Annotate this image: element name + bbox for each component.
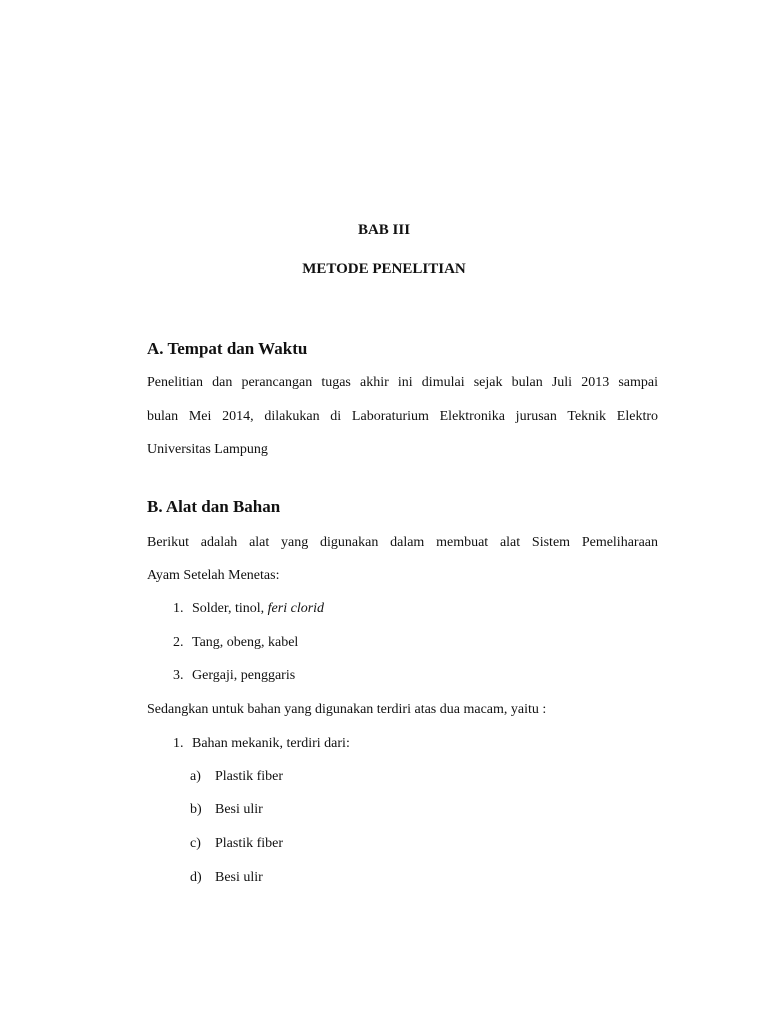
list-marker: 2. [173,635,184,650]
mechanical-item-text: Plastik fiber [215,836,284,851]
list-marker: c) [190,836,201,851]
tool-item-italic-text: feri clorid [267,601,325,616]
section-a-line-1: Penelitian dan perancangan tugas akhir ini dimulai sejak bulan Juli 2013 sampai [147,375,658,390]
section-a-heading: A. Tempat dan Waktu [147,339,308,358]
mechanical-item-text: Plastik fiber [215,769,284,784]
material-item-1 [173,736,350,752]
list-marker: b) [190,802,202,817]
mechanical-item-b [190,802,263,818]
mechanical-item-text: Besi ulir [215,870,263,885]
mechanical-item-text: Besi ulir [215,802,263,817]
section-a-line-3: Universitas Lampung [147,442,268,457]
mechanical-item-a [190,769,283,785]
list-marker: 3. [173,668,184,683]
material-item-text: Bahan mekanik, terdiri dari: [192,736,350,751]
chapter-title: METODE PENELITIAN [302,261,466,277]
mechanical-item-c [190,836,283,852]
tool-item-text: Gergaji, penggaris [192,668,296,683]
tool-item-text: Solder, tinol, [192,601,268,616]
tool-item-2 [173,635,298,651]
list-marker: 1. [173,736,184,751]
materials-intro: Sedangkan untuk bahan yang digunakan terdiri atas dua macam, yaitu : [147,702,547,717]
list-marker: 1. [173,601,184,616]
section-b-heading: B. Alat dan Bahan [147,497,281,516]
section-b-intro-line-2: Ayam Setelah Menetas: [147,568,280,583]
section-b-intro-line-1: Berikut adalah alat yang digunakan dalam membuat alat Sistem Pemeliharaan [147,535,658,550]
list-marker: d) [190,870,202,885]
section-a-line-2: bulan Mei 2014, dilakukan di Laboraturium Elektronika jurusan Teknik Elektro [147,409,658,424]
mechanical-item-d [190,870,263,886]
tool-item-3 [173,668,295,684]
list-marker: a) [190,769,201,784]
tool-item-1 [173,601,324,617]
tool-item-text: Tang, obeng, kabel [192,635,299,650]
chapter-number: BAB III [357,222,411,238]
